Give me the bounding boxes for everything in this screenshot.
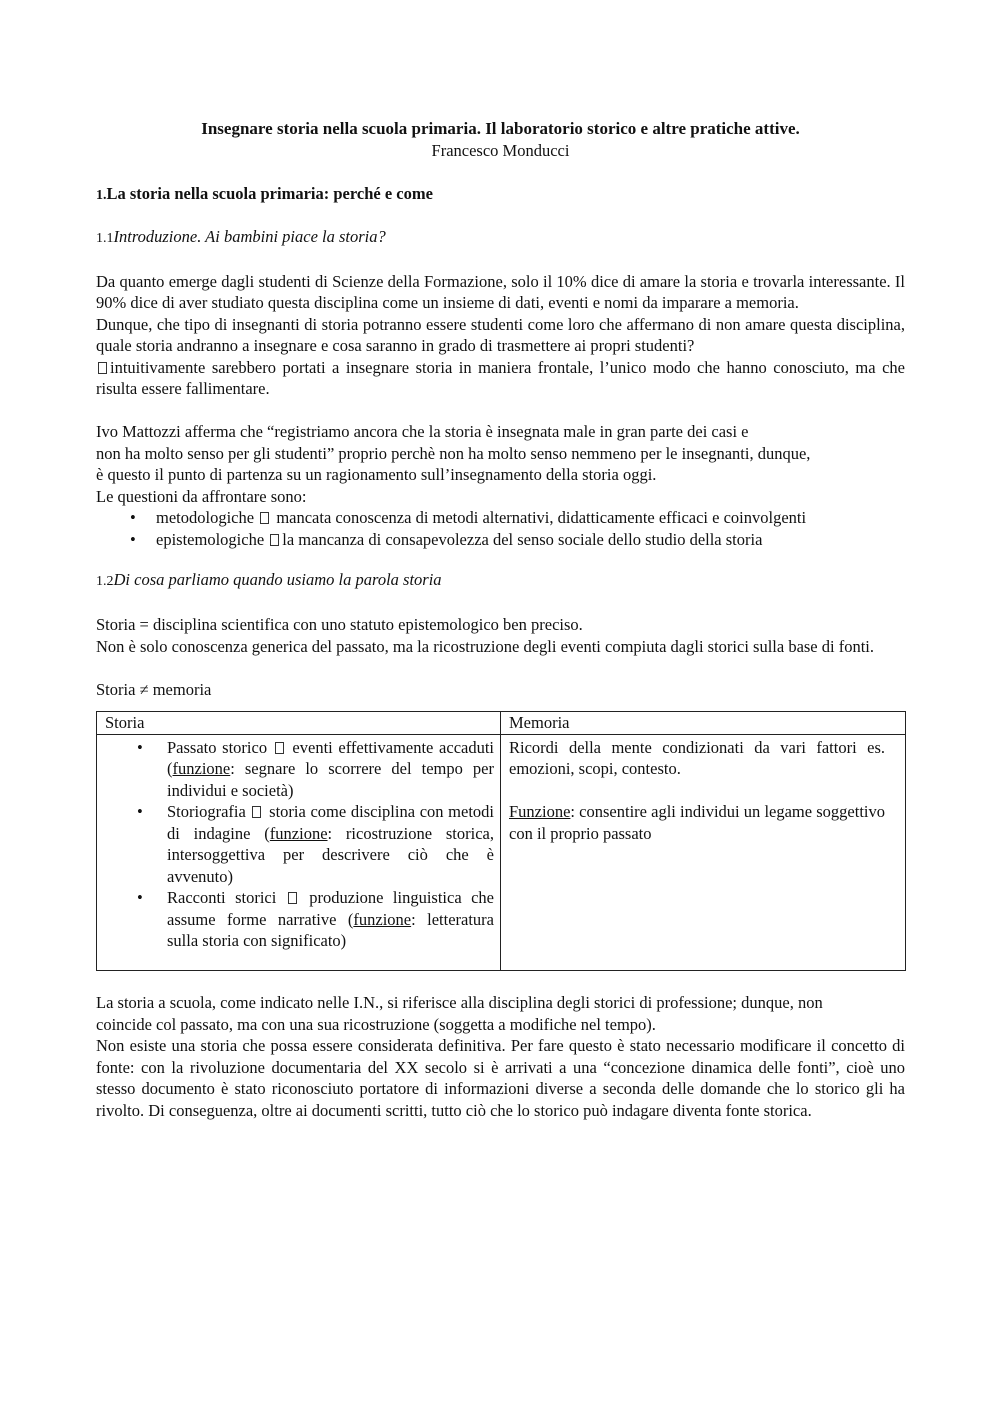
list-item: • Storiografia storia come disciplina con metodi di indagine (funzione: ricostruzione storica, intersoggettiva per descrivere ciò che è avvenuto) [137, 801, 494, 887]
missing-glyph-icon [98, 362, 107, 374]
subsection-heading [96, 226, 905, 250]
missing-glyph-icon [275, 742, 284, 754]
table-row [97, 734, 906, 970]
paragraph: Non esiste una storia che possa essere considerata definitiva. Per fare questo è stato necessario modificare il concetto di fonte: con la rivoluzione documentaria del XX secolo si è arrivati a una “concezione dinamica delle fonti”, cioè uno stesso documento è stato riconosciuto portatore di informazioni diverse a seconda delle domande che lo storico gli ha rivolto. Di conseguenza, oltre ai documenti scritti, tutto ciò che lo storico può indagare diventa fonte storica. [96, 1036, 905, 1120]
list-item: • Racconti storici produzione linguistica che assume forme narrative (funzione: letteratura sulla storia con significato) [137, 887, 494, 952]
paragraph: Storia = disciplina scientifica con uno statuto epistemologico ben preciso. [96, 615, 583, 634]
section-heading [96, 183, 905, 207]
missing-glyph-icon [252, 806, 261, 818]
paragraph [96, 357, 905, 400]
paragraph-line: non ha molto senso per gli studenti” proprio perchè non ha molto senso nemmeno per le insegnanti, dunque, [96, 443, 811, 463]
paragraph-line: Le questioni da affrontare sono: [96, 486, 307, 506]
paragraph-line: La storia a scuola, come indicato nelle I.N., si riferisce alla disciplina degli storici di professione; dunque, non [96, 993, 823, 1012]
table-cell [97, 734, 501, 970]
list-text: mancata conoscenza di metodi alternativi, didatticamente efficaci e coinvolgenti [276, 508, 807, 527]
paragraph-line: è questo il punto di partenza su un ragionamento sull’insegnamento della storia oggi. [96, 465, 657, 484]
list-item [130, 529, 905, 551]
missing-glyph-icon [270, 534, 279, 546]
subsection-heading [96, 569, 905, 593]
list-term: epistemologiche [156, 529, 265, 549]
paragraph-line: Ivo Mattozzi afferma che “registriamo ancora che la storia è insegnata male in gran parte dei casi e [96, 422, 749, 441]
subsection-title: Introduzione. Ai bambini piace la storia? [113, 226, 386, 246]
section-number: 1. [96, 188, 107, 203]
cell-text: Funzione: consentire agli individui un legame soggettivo con il proprio passato [509, 802, 885, 843]
table-header: Memoria [501, 712, 906, 735]
paragraph: Dunque, che tipo di insegnanti di storia potranno essere studenti come loro che affermano di non amare questa disciplina, quale storia andranno a insegnare e cosa saranno in grado di trasmettere ai propri studenti? [96, 314, 905, 355]
paragraph: Non è solo conoscenza generica del passato, ma la ricostruzione degli eventi compiuta dagli storici sulla base di fonti. [96, 636, 875, 656]
bullet-list [96, 507, 905, 550]
missing-glyph-icon [260, 512, 269, 524]
paragraph: Storia ≠ memoria [96, 679, 212, 699]
document-author: Francesco Monducci [431, 141, 570, 160]
paragraph-line: coincide col passato, ma con una sua ricostruzione (soggetta a modifiche nel tempo). [96, 1014, 656, 1034]
list-text: la mancanza di consapevolezza del senso sociale dello studio della storia [282, 529, 763, 549]
section-title: La storia nella scuola primaria: perché e come [106, 184, 433, 203]
table-cell [501, 734, 906, 970]
table-header-row [97, 712, 906, 735]
list-item [130, 507, 905, 529]
subsection-number: 1.2 [96, 574, 114, 589]
list-term: metodologiche [156, 508, 255, 527]
paragraph: Da quanto emerge dagli studenti di Scienze della Formazione, solo il 10% dice di amare la storia e trovarla interessante. Il 90% dice di aver studiato questa disciplina come un insieme di dati, eventi e nomi da imparare a memoria. [96, 271, 905, 312]
document-page [96, 118, 905, 1121]
table-header: Storia [97, 712, 501, 735]
subsection-title: Di cosa parliamo quando usiamo la parola storia [113, 570, 442, 589]
cell-text: Ricordi della mente condizionati da vari fattori es. emozioni, scopi, contesto. [509, 737, 885, 778]
list-item: • Passato storico eventi effettivamente accaduti (funzione: segnare lo scorrere del tempo per individui e società) [137, 737, 494, 802]
cell-list [103, 737, 494, 952]
subsection-number: 1.1 [96, 230, 114, 246]
missing-glyph-icon [288, 892, 297, 904]
document-title: Insegnare storia nella scuola primaria. Il laboratorio storico e altre pratiche attive. [201, 119, 800, 138]
paragraph-text: intuitivamente sarebbero portati a insegnare storia in maniera frontale, l’unico modo che hanno conosciuto, ma che risulta essere fallimentare. [96, 357, 905, 398]
comparison-table [96, 711, 906, 971]
